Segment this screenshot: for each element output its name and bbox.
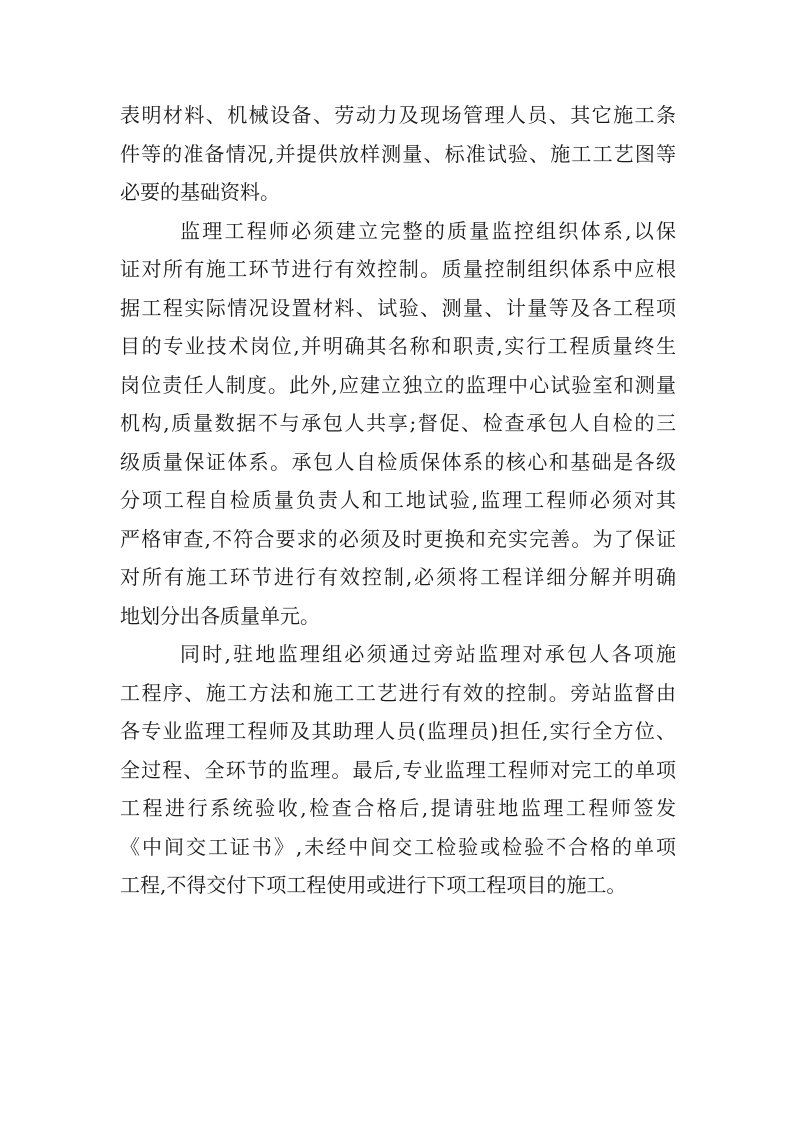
paragraph-1 [120,96,676,212]
text-line: 工程,不得交付下项工程使用或进行下项工程项目的施工。 [120,873,627,897]
text-line: 监理工程师必须建立完整的质量监控组织体系,以保 [180,218,676,243]
text-line: 级质量保证体系。承包人自检质保体系的核心和基础是各级 [120,449,676,474]
text-line: 岗位责任人制度。此外,应建立独立的监理中心试验室和测量 [120,372,676,397]
text-line: 机构,质量数据不与承包人共享;督促、检查承包人自检的三 [120,411,676,435]
text-line: 目的专业技术岗位,并明确其名称和职责,实行工程质量终生 [120,334,676,358]
document-body [120,96,676,905]
text-line: 对所有施工环节进行有效控制,必须将工程详细分解并明确 [120,565,676,589]
text-line: 表明材料、机械设备、劳动力及现场管理人员、其它施工条 [120,103,676,127]
text-line: 各专业监理工程师及其助理人员(监理员)担任,实行全方位、 [120,719,676,743]
text-line: 件等的准备情况,并提供放样测量、标准试验、施工工艺图等 [120,141,676,166]
text-line: 全过程、全环节的监理。最后,专业监理工程师对完工的单项 [120,757,676,782]
text-line: 《中间交工证书》,未经中间交工检验或检验不合格的单项 [120,834,676,859]
text-line: 必要的基础资料。 [120,180,280,204]
text-line: 同时,驻地监理组必须通过旁站监理对承包人各项施 [180,642,676,666]
paragraph-3 [120,635,676,905]
paragraph-2 [120,212,676,636]
text-line: 分项工程自检质量负责人和工地试验,监理工程师必须对其 [120,488,676,512]
text-line: 工程序、施工方法和施工工艺进行有效的控制。旁站监督由 [120,680,676,705]
text-line: 地划分出各质量单元。 [120,603,320,628]
text-line: 据工程实际情况设置材料、试验、测量、计量等及各工程项 [120,295,676,320]
text-line: 工程进行系统验收,检查合格后,提请驻地监理工程师签发 [120,796,676,820]
text-line: 严格审查,不符合要求的必须及时更换和充实完善。为了保证 [120,526,676,551]
text-line: 证对所有施工环节进行有效控制。质量控制组织体系中应根 [120,257,676,281]
